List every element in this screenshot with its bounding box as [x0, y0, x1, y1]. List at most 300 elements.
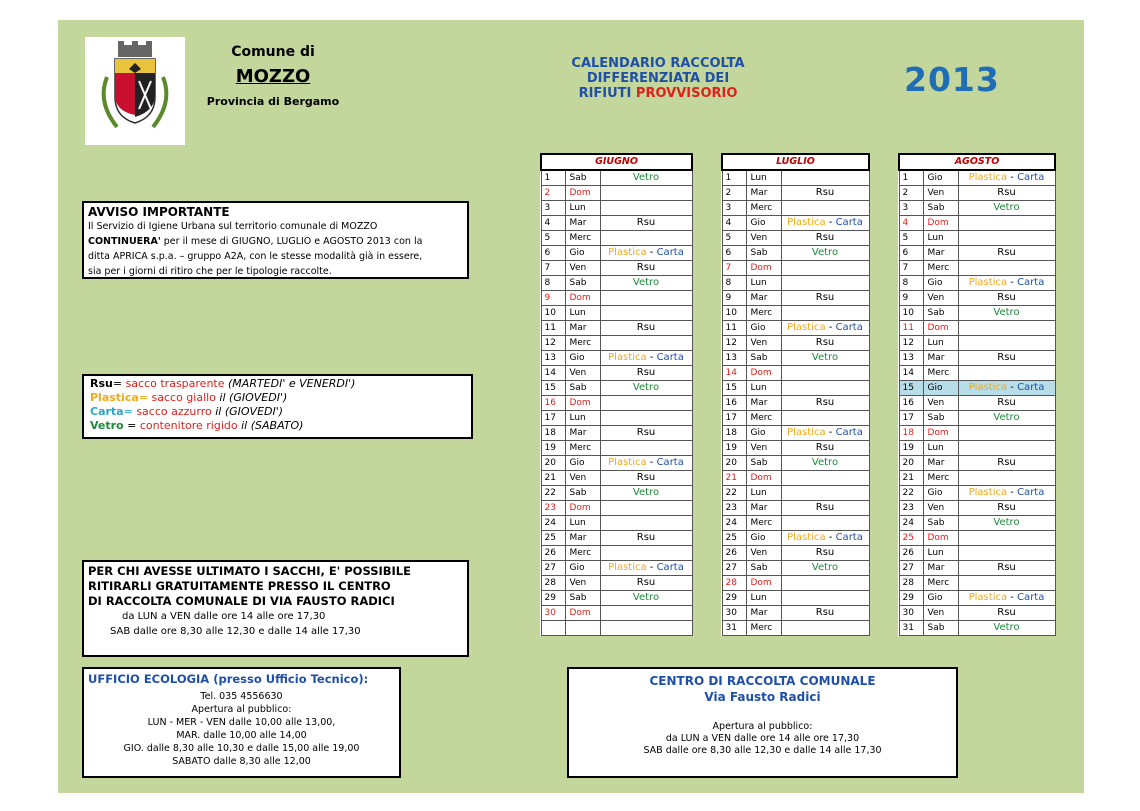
collection-type: [781, 231, 869, 246]
collection-type: [600, 246, 692, 261]
collection-type: [781, 516, 869, 531]
day-weekday: Ven: [565, 576, 600, 591]
ufficio-hours: MAR. dalle 10,00 alle 14,00: [176, 730, 307, 741]
vetro-label: Vetro: [993, 517, 1020, 528]
collection-type: [781, 291, 869, 306]
day-number: 3: [722, 201, 746, 216]
day-row: [899, 546, 1055, 561]
day-weekday: Dom: [923, 216, 958, 231]
ufficio-hours: LUN - MER - VEN dalle 10,00 alle 13,00,: [147, 717, 336, 728]
day-weekday: Sab: [746, 351, 781, 366]
day-row: [899, 561, 1055, 576]
rsu-label: Rsu: [815, 337, 835, 348]
collection-type: [600, 261, 692, 276]
carta-label: Carta: [656, 352, 684, 363]
day-weekday: Ven: [565, 471, 600, 486]
day-number: 2: [541, 186, 565, 201]
day-number: 12: [722, 336, 746, 351]
type-separator: -: [1007, 487, 1018, 498]
day-row: [541, 606, 692, 621]
day-row: [541, 381, 692, 396]
day-weekday: Dom: [565, 186, 600, 201]
rsu-label: Rsu: [815, 607, 835, 618]
day-number: 13: [899, 351, 923, 366]
day-row: [541, 621, 692, 636]
day-number: 14: [899, 366, 923, 381]
day-row: [722, 306, 869, 321]
day-weekday: Merc: [565, 336, 600, 351]
day-weekday: Merc: [923, 261, 958, 276]
provincia: Provincia di Bergamo: [206, 95, 340, 108]
plastica-label: Plastica: [968, 382, 1008, 393]
day-weekday: Gio: [923, 486, 958, 501]
collection-type: [600, 170, 692, 186]
collection-type: [781, 501, 869, 516]
day-number: 19: [722, 441, 746, 456]
day-weekday: Mar: [923, 456, 958, 471]
day-row: [722, 396, 869, 411]
day-number: 8: [899, 276, 923, 291]
vetro-label: Vetro: [811, 562, 839, 573]
type-separator: -: [825, 322, 836, 333]
day-number: 14: [541, 366, 565, 381]
day-row: [899, 216, 1055, 231]
rsu-label: Rsu: [636, 262, 656, 273]
day-weekday: Sab: [565, 486, 600, 501]
day-number: 1: [722, 170, 746, 186]
month-table-luglio: [721, 153, 870, 636]
day-row: [899, 516, 1055, 531]
centro-title: CENTRO DI RACCOLTA COMUNALE: [649, 674, 876, 688]
plastica-label: Plastica: [968, 592, 1008, 603]
collection-type: [781, 606, 869, 621]
day-row: [541, 321, 692, 336]
collection-type: [600, 426, 692, 441]
collection-type: [600, 231, 692, 246]
collection-type: [958, 396, 1055, 411]
day-number: 2: [722, 186, 746, 201]
day-row: [541, 576, 692, 591]
collection-type: [958, 201, 1055, 216]
rsu-label: Rsu: [815, 547, 835, 558]
day-row: [541, 411, 692, 426]
plastica-label: Plastica: [608, 247, 647, 258]
year: 2013: [904, 60, 1000, 99]
vetro-label: Vetro: [632, 172, 660, 183]
collection-type: [781, 201, 869, 216]
sacchi-hours: SAB dalle ore 8,30 alle 12,30 e dalle 14 alle 17,30: [110, 626, 361, 637]
collection-type: [600, 591, 692, 606]
collection-type: [958, 306, 1055, 321]
day-number: 31: [722, 621, 746, 636]
day-row: [899, 531, 1055, 546]
day-row: [541, 201, 692, 216]
day-number: 22: [541, 486, 565, 501]
day-row: [722, 246, 869, 261]
plastica-label: Plastica: [608, 457, 647, 468]
plastica-label: Plastica: [787, 532, 826, 543]
type-separator: -: [646, 562, 657, 573]
collection-type: [600, 456, 692, 471]
day-weekday: Lun: [923, 231, 958, 246]
rsu-label: Rsu: [997, 247, 1016, 258]
day-row: [722, 201, 869, 216]
day-row: [899, 351, 1055, 366]
day-weekday: Merc: [746, 201, 781, 216]
month-name: LUGLIO: [722, 154, 869, 170]
collection-type: [781, 591, 869, 606]
day-number: 4: [722, 216, 746, 231]
type-separator: -: [646, 247, 657, 258]
day-weekday: Merc: [565, 231, 600, 246]
legend-carta: Carta= sacco azzurro il (GIOVEDI'): [90, 405, 284, 418]
collection-type: [781, 561, 869, 576]
day-weekday: Sab: [746, 456, 781, 471]
day-row: [722, 381, 869, 396]
day-weekday: Mar: [746, 606, 781, 621]
collection-type: [958, 321, 1055, 336]
sacchi-line: DI RACCOLTA COMUNALE DI VIA FAUSTO RADICI: [88, 594, 395, 608]
plastica-label: Plastica: [968, 172, 1008, 183]
day-weekday: Lun: [565, 201, 600, 216]
day-weekday: Ven: [923, 291, 958, 306]
day-row: [541, 501, 692, 516]
day-weekday: Ven: [746, 336, 781, 351]
avviso-line: ditta APRICA s.p.a. – gruppo A2A, con le stesse modalità già in essere,: [88, 251, 423, 262]
day-number: 5: [899, 231, 923, 246]
day-row: [899, 606, 1055, 621]
day-row: [541, 531, 692, 546]
type-separator: -: [825, 532, 836, 543]
rsu-label: Rsu: [815, 442, 835, 453]
day-number: 15: [722, 381, 746, 396]
title-line-1: CALENDARIO RACCOLTA: [571, 56, 745, 71]
day-number: 26: [899, 546, 923, 561]
vetro-label: Vetro: [632, 487, 660, 498]
plastica-label: Plastica: [787, 427, 826, 438]
day-row: [899, 170, 1055, 186]
day-number: 16: [541, 396, 565, 411]
day-number: 18: [722, 426, 746, 441]
day-number: 9: [899, 291, 923, 306]
day-row: [541, 306, 692, 321]
collection-type: [958, 261, 1055, 276]
collection-type: [958, 516, 1055, 531]
collection-type: [600, 486, 692, 501]
day-number: 28: [541, 576, 565, 591]
collection-type: [781, 321, 869, 336]
day-number: 27: [541, 561, 565, 576]
ufficio-apertura: Apertura al pubblico:: [191, 704, 292, 715]
avviso-box: [82, 201, 469, 279]
day-weekday: Sab: [746, 246, 781, 261]
title-line-2: DIFFERENZIATA DEI: [586, 71, 730, 86]
day-number: 17: [722, 411, 746, 426]
day-row: [541, 396, 692, 411]
collection-type: [781, 366, 869, 381]
day-number: 28: [722, 576, 746, 591]
type-separator: -: [1007, 382, 1018, 393]
crest-icon: [85, 37, 185, 145]
day-weekday: Ven: [565, 366, 600, 381]
plastica-label: Plastica: [968, 277, 1008, 288]
day-weekday: Dom: [746, 366, 781, 381]
day-row: [722, 456, 869, 471]
day-row: [899, 381, 1055, 396]
month-header-row: [541, 154, 692, 170]
carta-label: Carta: [1017, 172, 1045, 183]
day-number: 13: [722, 351, 746, 366]
day-row: [899, 426, 1055, 441]
collection-type: [600, 306, 692, 321]
day-number: 10: [899, 306, 923, 321]
comune-name: MOZZO: [235, 66, 311, 87]
day-row: [899, 231, 1055, 246]
day-weekday: Dom: [565, 606, 600, 621]
day-row: [722, 471, 869, 486]
collection-type: [781, 576, 869, 591]
type-separator: -: [1007, 277, 1018, 288]
day-number-empty: [541, 621, 565, 636]
day-weekday: Sab: [923, 516, 958, 531]
type-separator: -: [825, 217, 836, 228]
collection-type: [958, 216, 1055, 231]
day-weekday: Mar: [923, 351, 958, 366]
collection-type: [781, 276, 869, 291]
day-row: [899, 321, 1055, 336]
day-number: 24: [541, 516, 565, 531]
day-weekday: Lun: [923, 546, 958, 561]
day-weekday: Lun: [565, 306, 600, 321]
day-number: 4: [541, 216, 565, 231]
day-row: [899, 186, 1055, 201]
centro-raccolta-box: [567, 667, 958, 778]
collection-type: [600, 576, 692, 591]
day-number: 19: [541, 441, 565, 456]
day-weekday: Lun: [746, 170, 781, 186]
carta-label: Carta: [1017, 277, 1045, 288]
day-row: [541, 170, 692, 186]
day-weekday: Sab: [565, 276, 600, 291]
collection-type: [600, 471, 692, 486]
legend-rsu: Rsu= sacco trasparente (MARTEDI' e VENERDI'): [90, 377, 356, 390]
collection-type: [600, 201, 692, 216]
day-weekday: Sab: [746, 561, 781, 576]
day-number: 5: [722, 231, 746, 246]
day-weekday: Lun: [923, 336, 958, 351]
day-row: [722, 621, 869, 636]
day-row: [541, 561, 692, 576]
day-number: 8: [722, 276, 746, 291]
day-number: 16: [722, 396, 746, 411]
collection-type: [781, 471, 869, 486]
day-number: 31: [899, 621, 923, 636]
day-weekday: Gio: [565, 246, 600, 261]
vetro-label: Vetro: [811, 352, 839, 363]
collection-type: [600, 501, 692, 516]
day-row: [541, 366, 692, 381]
day-row: [541, 246, 692, 261]
day-number: 29: [899, 591, 923, 606]
day-weekday: Dom: [746, 576, 781, 591]
day-weekday: Ven: [923, 396, 958, 411]
rsu-label: Rsu: [636, 427, 656, 438]
vetro-label: Vetro: [993, 307, 1020, 318]
day-row: [899, 471, 1055, 486]
day-weekday: Sab: [565, 591, 600, 606]
day-number: 3: [899, 201, 923, 216]
collection-type: [958, 426, 1055, 441]
sacchi-hours: da LUN a VEN dalle ore 14 alle ore 17,30: [122, 611, 326, 622]
month-header-row: [722, 154, 869, 170]
collection-type: [781, 186, 869, 201]
day-row: [722, 231, 869, 246]
collection-type: [958, 170, 1055, 186]
day-weekday: Gio: [565, 351, 600, 366]
day-row: [541, 426, 692, 441]
collection-type: [781, 456, 869, 471]
day-number: 18: [899, 426, 923, 441]
type-separator: -: [825, 427, 836, 438]
day-number: 11: [899, 321, 923, 336]
collection-type: [958, 576, 1055, 591]
collection-type: [958, 471, 1055, 486]
collection-type: [958, 411, 1055, 426]
rsu-label: Rsu: [997, 397, 1016, 408]
day-row: [722, 291, 869, 306]
ufficio-ecologia-box: [82, 667, 401, 778]
day-number: 18: [541, 426, 565, 441]
plastica-label: Plastica: [787, 322, 826, 333]
plastica-label: Plastica: [608, 352, 647, 363]
rsu-label: Rsu: [815, 502, 835, 513]
avviso-line: sia per i giorni di ritiro che per le tipologie raccolte.: [88, 266, 332, 277]
day-number: 30: [899, 606, 923, 621]
day-number: 2: [899, 186, 923, 201]
day-weekday: Dom: [746, 471, 781, 486]
day-weekday: Dom: [565, 501, 600, 516]
collection-type: [958, 336, 1055, 351]
day-row: [541, 471, 692, 486]
day-weekday: Gio: [746, 531, 781, 546]
rsu-label: Rsu: [636, 217, 656, 228]
day-row: [541, 261, 692, 276]
day-number: 22: [899, 486, 923, 501]
day-number: 20: [541, 456, 565, 471]
collection-type: [958, 591, 1055, 606]
day-number: 8: [541, 276, 565, 291]
avviso-title: AVVISO IMPORTANTE: [88, 205, 230, 219]
day-weekday: Merc: [746, 306, 781, 321]
day-weekday: Ven: [565, 261, 600, 276]
day-row: [541, 351, 692, 366]
collection-type: [781, 531, 869, 546]
day-weekday: Merc: [746, 411, 781, 426]
collection-type: [958, 621, 1055, 636]
day-weekday: Mar: [746, 291, 781, 306]
day-weekday: Dom: [923, 426, 958, 441]
day-number: 21: [541, 471, 565, 486]
day-row: [899, 486, 1055, 501]
day-row: [722, 261, 869, 276]
vetro-label: Vetro: [632, 382, 660, 393]
day-number: 4: [899, 216, 923, 231]
day-row: [722, 486, 869, 501]
day-number: 7: [899, 261, 923, 276]
day-weekday: Dom: [565, 291, 600, 306]
comune-heading: [198, 44, 348, 108]
centro-hours: da LUN a VEN dalle ore 14 alle ore 17,30: [665, 733, 860, 744]
type-separator: -: [1007, 592, 1018, 603]
collection-type-empty: [600, 621, 692, 636]
day-weekday: Sab: [923, 201, 958, 216]
collection-type: [781, 216, 869, 231]
collection-type: [600, 321, 692, 336]
collection-type: [958, 231, 1055, 246]
day-row: [722, 576, 869, 591]
day-number: 11: [722, 321, 746, 336]
day-number: 6: [899, 246, 923, 261]
day-weekday: Sab: [923, 621, 958, 636]
day-weekday: Lun: [746, 276, 781, 291]
collection-type: [958, 291, 1055, 306]
collection-type: [958, 366, 1055, 381]
collection-type: [958, 381, 1055, 396]
vetro-label: Vetro: [811, 247, 839, 258]
carta-label: Carta: [656, 457, 684, 468]
collection-type: [600, 531, 692, 546]
day-row: [899, 456, 1055, 471]
sacchi-box: [82, 560, 469, 657]
day-weekday: Mar: [565, 531, 600, 546]
carta-label: Carta: [1017, 382, 1045, 393]
day-row: [541, 231, 692, 246]
day-number: 23: [722, 501, 746, 516]
vetro-label: Vetro: [811, 457, 839, 468]
avviso-line: CONTINUERA' per il mese di GIUGNO, LUGLIO e AGOSTO 2013 con la: [88, 236, 423, 247]
day-row: [722, 561, 869, 576]
plastica-label: Plastica: [968, 487, 1008, 498]
plastica-label: Plastica: [787, 217, 826, 228]
day-weekday: Dom: [923, 321, 958, 336]
day-number: 25: [541, 531, 565, 546]
day-row: [899, 336, 1055, 351]
collection-type: [781, 170, 869, 186]
collection-type: [958, 561, 1055, 576]
day-weekday: Gio: [746, 216, 781, 231]
day-row: [722, 606, 869, 621]
day-weekday: Dom: [746, 261, 781, 276]
carta-label: Carta: [1017, 487, 1045, 498]
day-number: 12: [899, 336, 923, 351]
day-weekday: Sab: [565, 381, 600, 396]
day-row: [722, 216, 869, 231]
day-weekday: Gio: [923, 276, 958, 291]
day-weekday: Gio: [923, 170, 958, 186]
collection-type: [781, 621, 869, 636]
day-row: [899, 396, 1055, 411]
day-number: 24: [899, 516, 923, 531]
rsu-label: Rsu: [997, 292, 1016, 303]
calendar-title: [548, 56, 768, 101]
vetro-label: Vetro: [993, 202, 1020, 213]
day-number: 5: [541, 231, 565, 246]
collection-type: [781, 486, 869, 501]
day-number: 9: [722, 291, 746, 306]
day-number: 23: [541, 501, 565, 516]
day-weekday: Mar: [746, 501, 781, 516]
rsu-label: Rsu: [636, 322, 656, 333]
